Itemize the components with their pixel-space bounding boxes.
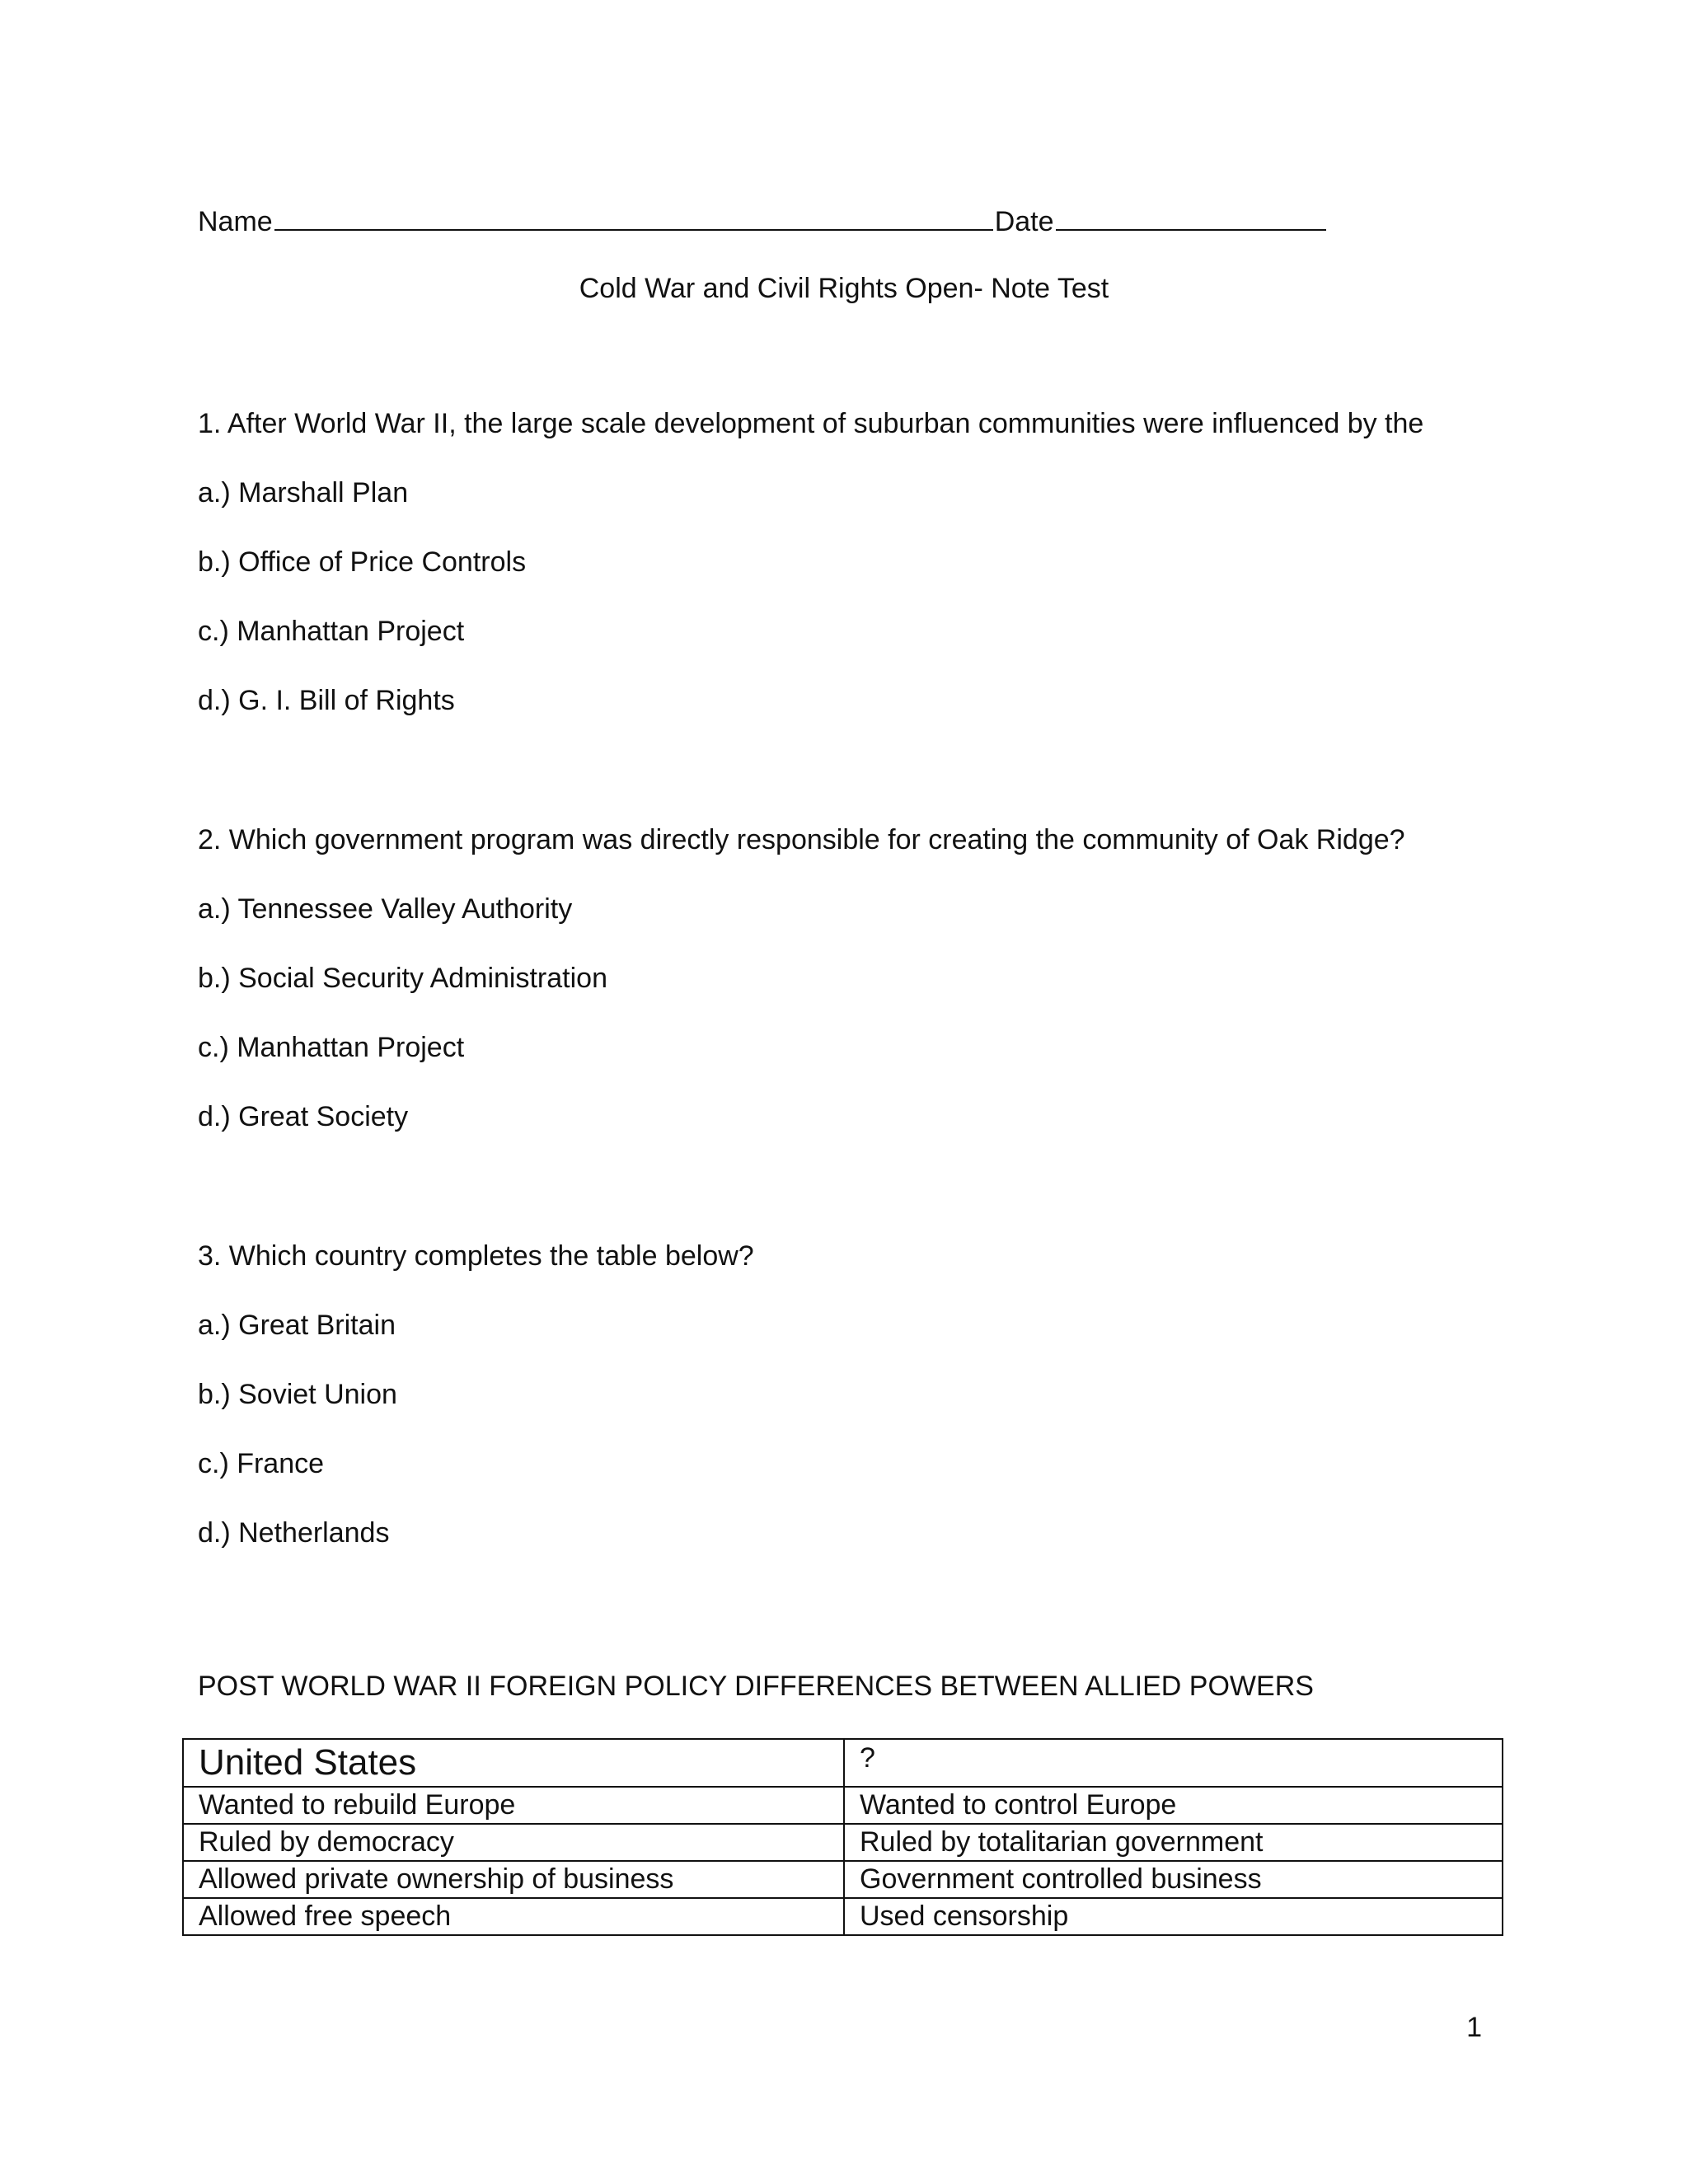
table-cell: Ruled by totalitarian government	[844, 1824, 1503, 1861]
page-number: 1	[1466, 2012, 1482, 2043]
question-3-prompt: 3. Which country completes the table below?	[198, 1240, 754, 1272]
table-header-unknown-country: ?	[844, 1739, 1503, 1787]
table-cell: Used censorship	[844, 1898, 1503, 1935]
question-2-prompt: 2. Which government program was directly responsible for creating the community of Oak Ridge?	[198, 824, 1405, 855]
question-2-option-d: d.) Great Society	[198, 1101, 409, 1132]
name-date-header	[198, 201, 1328, 240]
question-3-option-c: c.) France	[198, 1448, 325, 1479]
table-cell: Wanted to rebuild Europe	[183, 1787, 844, 1824]
question-1-option-d: d.) G. I. Bill of Rights	[198, 685, 455, 716]
question-2-option-c: c.) Manhattan Project	[198, 1032, 465, 1063]
table-row	[183, 1861, 1503, 1898]
table-header-united-states: United States	[183, 1739, 844, 1787]
name-label: Name	[198, 206, 273, 237]
table-cell: Ruled by democracy	[183, 1824, 844, 1861]
question-1-option-c: c.) Manhattan Project	[198, 616, 465, 647]
question-3-option-b: b.) Soviet Union	[198, 1379, 397, 1410]
table-cell: Allowed private ownership of business	[183, 1861, 844, 1898]
question-1-option-a: a.) Marshall Plan	[198, 477, 409, 509]
question-1-option-b: b.) Office of Price Controls	[198, 546, 527, 578]
table-row	[183, 1787, 1503, 1824]
test-title: Cold War and Civil Rights Open- Note Test	[579, 273, 1109, 304]
question-3-option-a: a.) Great Britain	[198, 1310, 396, 1341]
table-cell: Government controlled business	[844, 1861, 1503, 1898]
question-3-option-d: d.) Netherlands	[198, 1517, 390, 1549]
question-2-option-b: b.) Social Security Administration	[198, 963, 607, 994]
question-2-option-a: a.) Tennessee Valley Authority	[198, 893, 573, 925]
date-label: Date	[994, 206, 1054, 237]
date-blank-line	[1056, 201, 1326, 231]
table-cell: Wanted to control Europe	[844, 1787, 1503, 1824]
table-row	[183, 1824, 1503, 1861]
name-blank-line	[274, 201, 993, 231]
table-cell: Allowed free speech	[183, 1898, 844, 1935]
table-caption: POST WORLD WAR II FOREIGN POLICY DIFFERENCES BETWEEN ALLIED POWERS	[198, 1671, 1314, 1702]
table-header-row	[183, 1739, 1503, 1787]
question-1-prompt: 1. After World War II, the large scale development of suburban communities were influenced by the	[198, 408, 1424, 439]
table-row	[183, 1898, 1503, 1935]
comparison-table	[182, 1738, 1503, 1936]
